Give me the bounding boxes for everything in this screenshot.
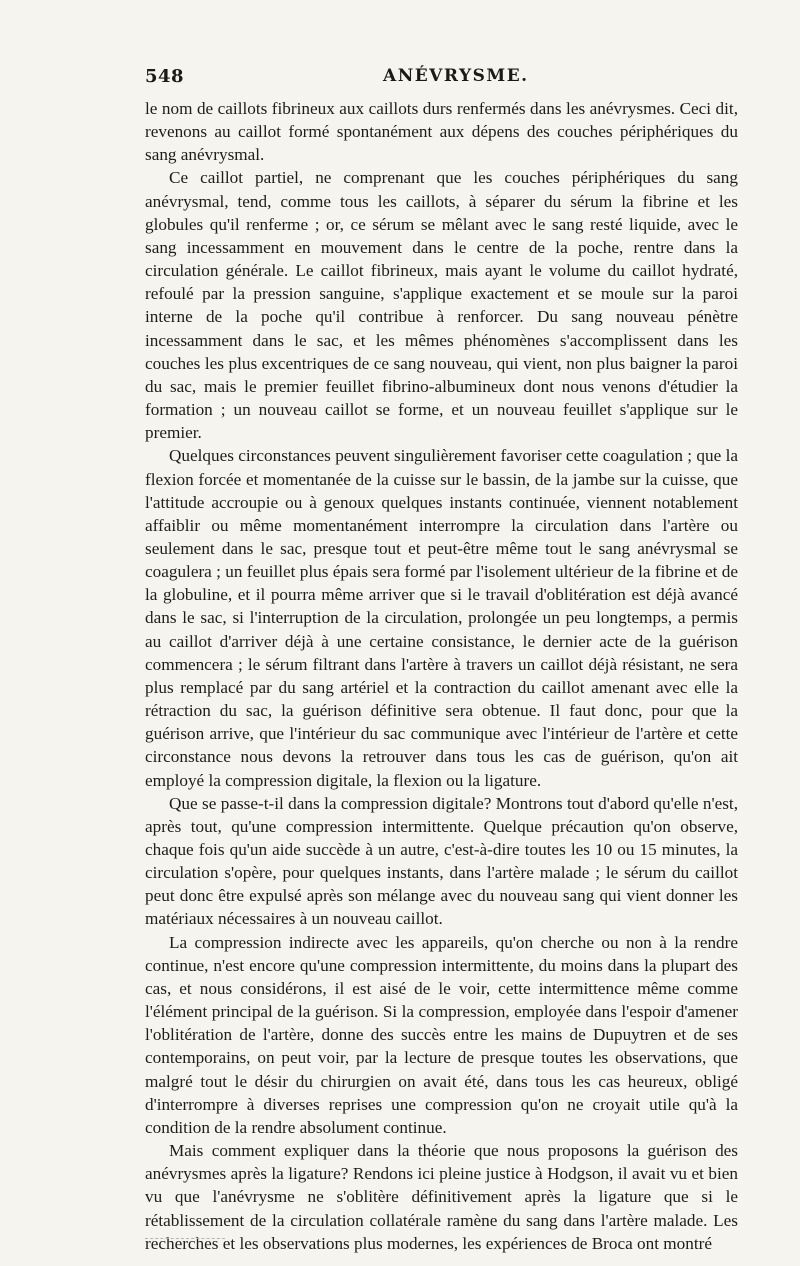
- running-title: ANÉVRYSME.: [383, 66, 529, 86]
- body-text: [145, 97, 738, 1255]
- paragraph: Que se passe-t-il dans la compression digitale? Montrons tout d'abord qu'elle n'est, après tout, qu'une compression intermittente. Quelque précaution qu'on observe, chaque fois qu'un aide succède à un autre, c'est-à-dire toutes les 10 ou 15 minutes, la circulation s'opère, pour quelques instants, dans l'artère malade ; le sérum du caillot peut donc être expulsé après son mélange avec du nouveau sang qui vient donner les matériaux nécessaires à un nouveau caillot.: [145, 793, 738, 929]
- paragraph: Mais comment expliquer dans la théorie que nous proposons la guérison des anévrysmes après la ligature? Rendons ici pleine justice à Hodgson, il avait vu et bien vu que l'anévrysme ne s'oblitère définitivement après la ligature que si le rétablissement de la circulation collatérale ramène du sang dans l'artère malade. Les recherches et les observations plus modernes, les expériences de Broca ont montré: [145, 1141, 738, 1253]
- paragraph: La compression indirecte avec les appareils, qu'on cherche ou non à la rendre continue, n'est encore qu'une compression intermittente, du moins dans la plupart des cas, et nous considérons, il est aisé de le voir, cette intermittence même comme l'élément principal de la guérison. Si la compression, employée dans l'espoir d'amener l'oblitération de l'artère, donne des succès entre les mains de Dupuytren et de ses contemporains, on peut voir, par la lecture de presque toutes les observations, que malgré tout le désir du chirurgien on avait été, dans tous les cas heureux, obligé d'interrompre à diverses reprises une compression qu'on ne croyait utile qu'à la condition de la rendre absolument continue.: [145, 932, 738, 1137]
- paragraph: le nom de caillots fibrineux aux caillots durs renfermés dans les anévrysmes. Ceci dit, revenons au caillot formé spontanément aux dépens des couches périphériques du sang anévrysmal.: [145, 99, 738, 165]
- page-header: [145, 66, 740, 94]
- footer-rule: [145, 1238, 225, 1239]
- page-number: 548: [145, 66, 185, 87]
- paragraph: Ce caillot partiel, ne comprenant que les couches périphériques du sang anévrysmal, tend, comme tous les caillots, à séparer du sérum la fibrine et les globules qu'il renferme ; or, ce sérum se mêlant avec le sang resté liquide, avec le sang incessamment en mouvement dans le centre de la poche, rentre dans la circulation générale. Le caillot fibrineux, mais ayant le volume du caillot hydraté, refoulé par la pression sanguine, s'applique exactement et se moule sur la paroi interne de la poche qu'il contribue à renforcer. Du sang nouveau pénètre incessamment dans le sac, et les mêmes phénomènes s'accomplissent dans les couches les plus excentriques de ce sang nouveau, qui vient, non plus baigner la paroi du sac, mais le premier feuillet fibrino-albumineux dont nous venons d'étudier la formation ; un nouveau caillot se forme, et un nouveau feuillet s'applique sur le premier.: [145, 168, 738, 443]
- paragraph: Quelques circonstances peuvent singulièrement favoriser cette coagulation ; que la flexion forcée et momentanée de la cuisse sur le bassin, de la jambe sur la cuisse, que l'attitude accroupie ou à genoux quelques instants continuée, viennent notablement affaiblir ou même momentanément interrompre la circulation dans l'artère ou seulement dans le sac, presque tout et peut-être même tout le sang anévrysmal se coagulera ; un feuillet plus épais sera formé par l'isolement ultérieur de la fibrine et de la globuline, et il pourra même arriver que si le travail d'oblitération est déjà avancé dans le sac, si l'interruption de la circulation, prolongée un peu longtemps, a permis au caillot d'arriver déjà à une certaine consistance, le dernier acte de la guérison commencera ; le sérum filtrant dans l'artère à travers un caillot déjà résistant, ne sera plus remplacé par du sang artériel et la contraction du caillot amenant avec elle la rétraction du sac, la guérison définitive sera obtenue. Il faut donc, pour que la guérison arrive, que l'intérieur du sac communique avec l'intérieur de l'artère et cette circonstance nous devons la retrouver dans tous les cas de guérison, qu'on ait employé la compression digitale, la flexion ou la ligature.: [145, 446, 738, 790]
